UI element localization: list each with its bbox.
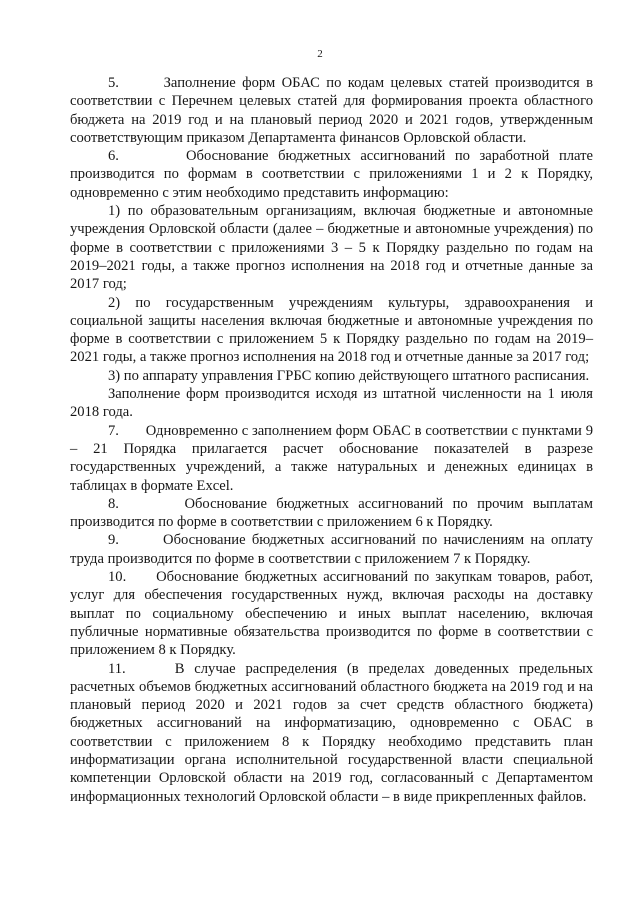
paragraph-item-10: 10. Обоснование бюджетных ассигнований по закупкам товаров, работ, услуг для обеспечения государственных нужд, включая расходы на доставку выплат по социальному обеспечению и иных выплат населению, включая публичные нормативные обязательства производится по форме в соответствии с приложением 8 к Порядку. <box>70 569 593 659</box>
paragraph-item-5: 5. Заполнение форм ОБАС по кодам целевых статей производится в соответствии с Перечнем целевых статей для формирования проекта областного бюджета на 2019 год и на плановый период 2020 и 2021 годов, утвержденным соответствующим приказом Департамента финансов Орловской области. <box>70 75 593 146</box>
document-body <box>70 74 593 806</box>
paragraph-item-7: 7. Одновременно с заполнением форм ОБАС в соответствии с пунктами 9 – 21 Порядка прилагается расчет обоснование показателей в разрезе государственных учреждений, а также натуральных и денежных единицах в таблицах в формате Excel. <box>70 422 593 494</box>
paragraph-item-9: 9. Обоснование бюджетных ассигнований по начислениям на оплату труда производится по форме в соответствии с приложением 7 к Порядку. <box>70 532 593 567</box>
paragraph-subitem-2: 2) по государственным учреждениям культуры, здравоохранения и социальной защиты населения включая бюджетные и автономные учреждения по форме в соответствии с приложением 5 к Порядку раздельно по годам на 2019–2021 годы, а также прогноз исполнения на 2018 год и отчетные данные за 2017 год; <box>70 294 593 366</box>
paragraph-staff-note: Заполнение форм производится исходя из штатной численности на 1 июля 2018 года. <box>70 386 593 421</box>
paragraph-item-11: 11. В случае распределения (в пределах доведенных предельных расчетных объемов бюджетных ассигнований областного бюджета на 2019 год и на плановый период 2020 и 2021 годов за счет средств областного бюджета) бюджетных ассигнований на информатизацию, одновременно с ОБАС в соответствии с приложением 8 к Порядку необходимо представить план информатизации органа исполнительной государственной власти специальной компетенции Орловской области на 2019 год, согласованный с Департаментом информационных технологий Орловской области – в виде прикрепленных файлов. <box>70 660 593 805</box>
paragraph-item-8: 8. Обоснование бюджетных ассигнований по прочим выплатам производится по форме в соответствии с приложением 6 к Порядку. <box>70 495 593 531</box>
paragraph-item-6: 6. Обоснование бюджетных ассигнований по заработной плате производится по формам в соответствии с приложениями 1 и 2 к Порядку, одновременно с этим необходимо представить информацию: <box>70 148 593 201</box>
paragraph-subitem-3: 3) по аппарату управления ГРБС копию действующего штатного расписания. <box>108 367 590 384</box>
page-number: 2 <box>317 48 323 60</box>
paragraph-subitem-1: 1) по образовательным организациям, включая бюджетные и автономные учреждения Орловской области (далее – бюджетные и автономные учреждения) по форме в соответствии с приложениями 3 – 5 к Порядку раздельно по годам на 2019–2021 годы, а также прогноз исполнения на 2018 год и отчетные данные за 2017 год; <box>70 203 593 293</box>
